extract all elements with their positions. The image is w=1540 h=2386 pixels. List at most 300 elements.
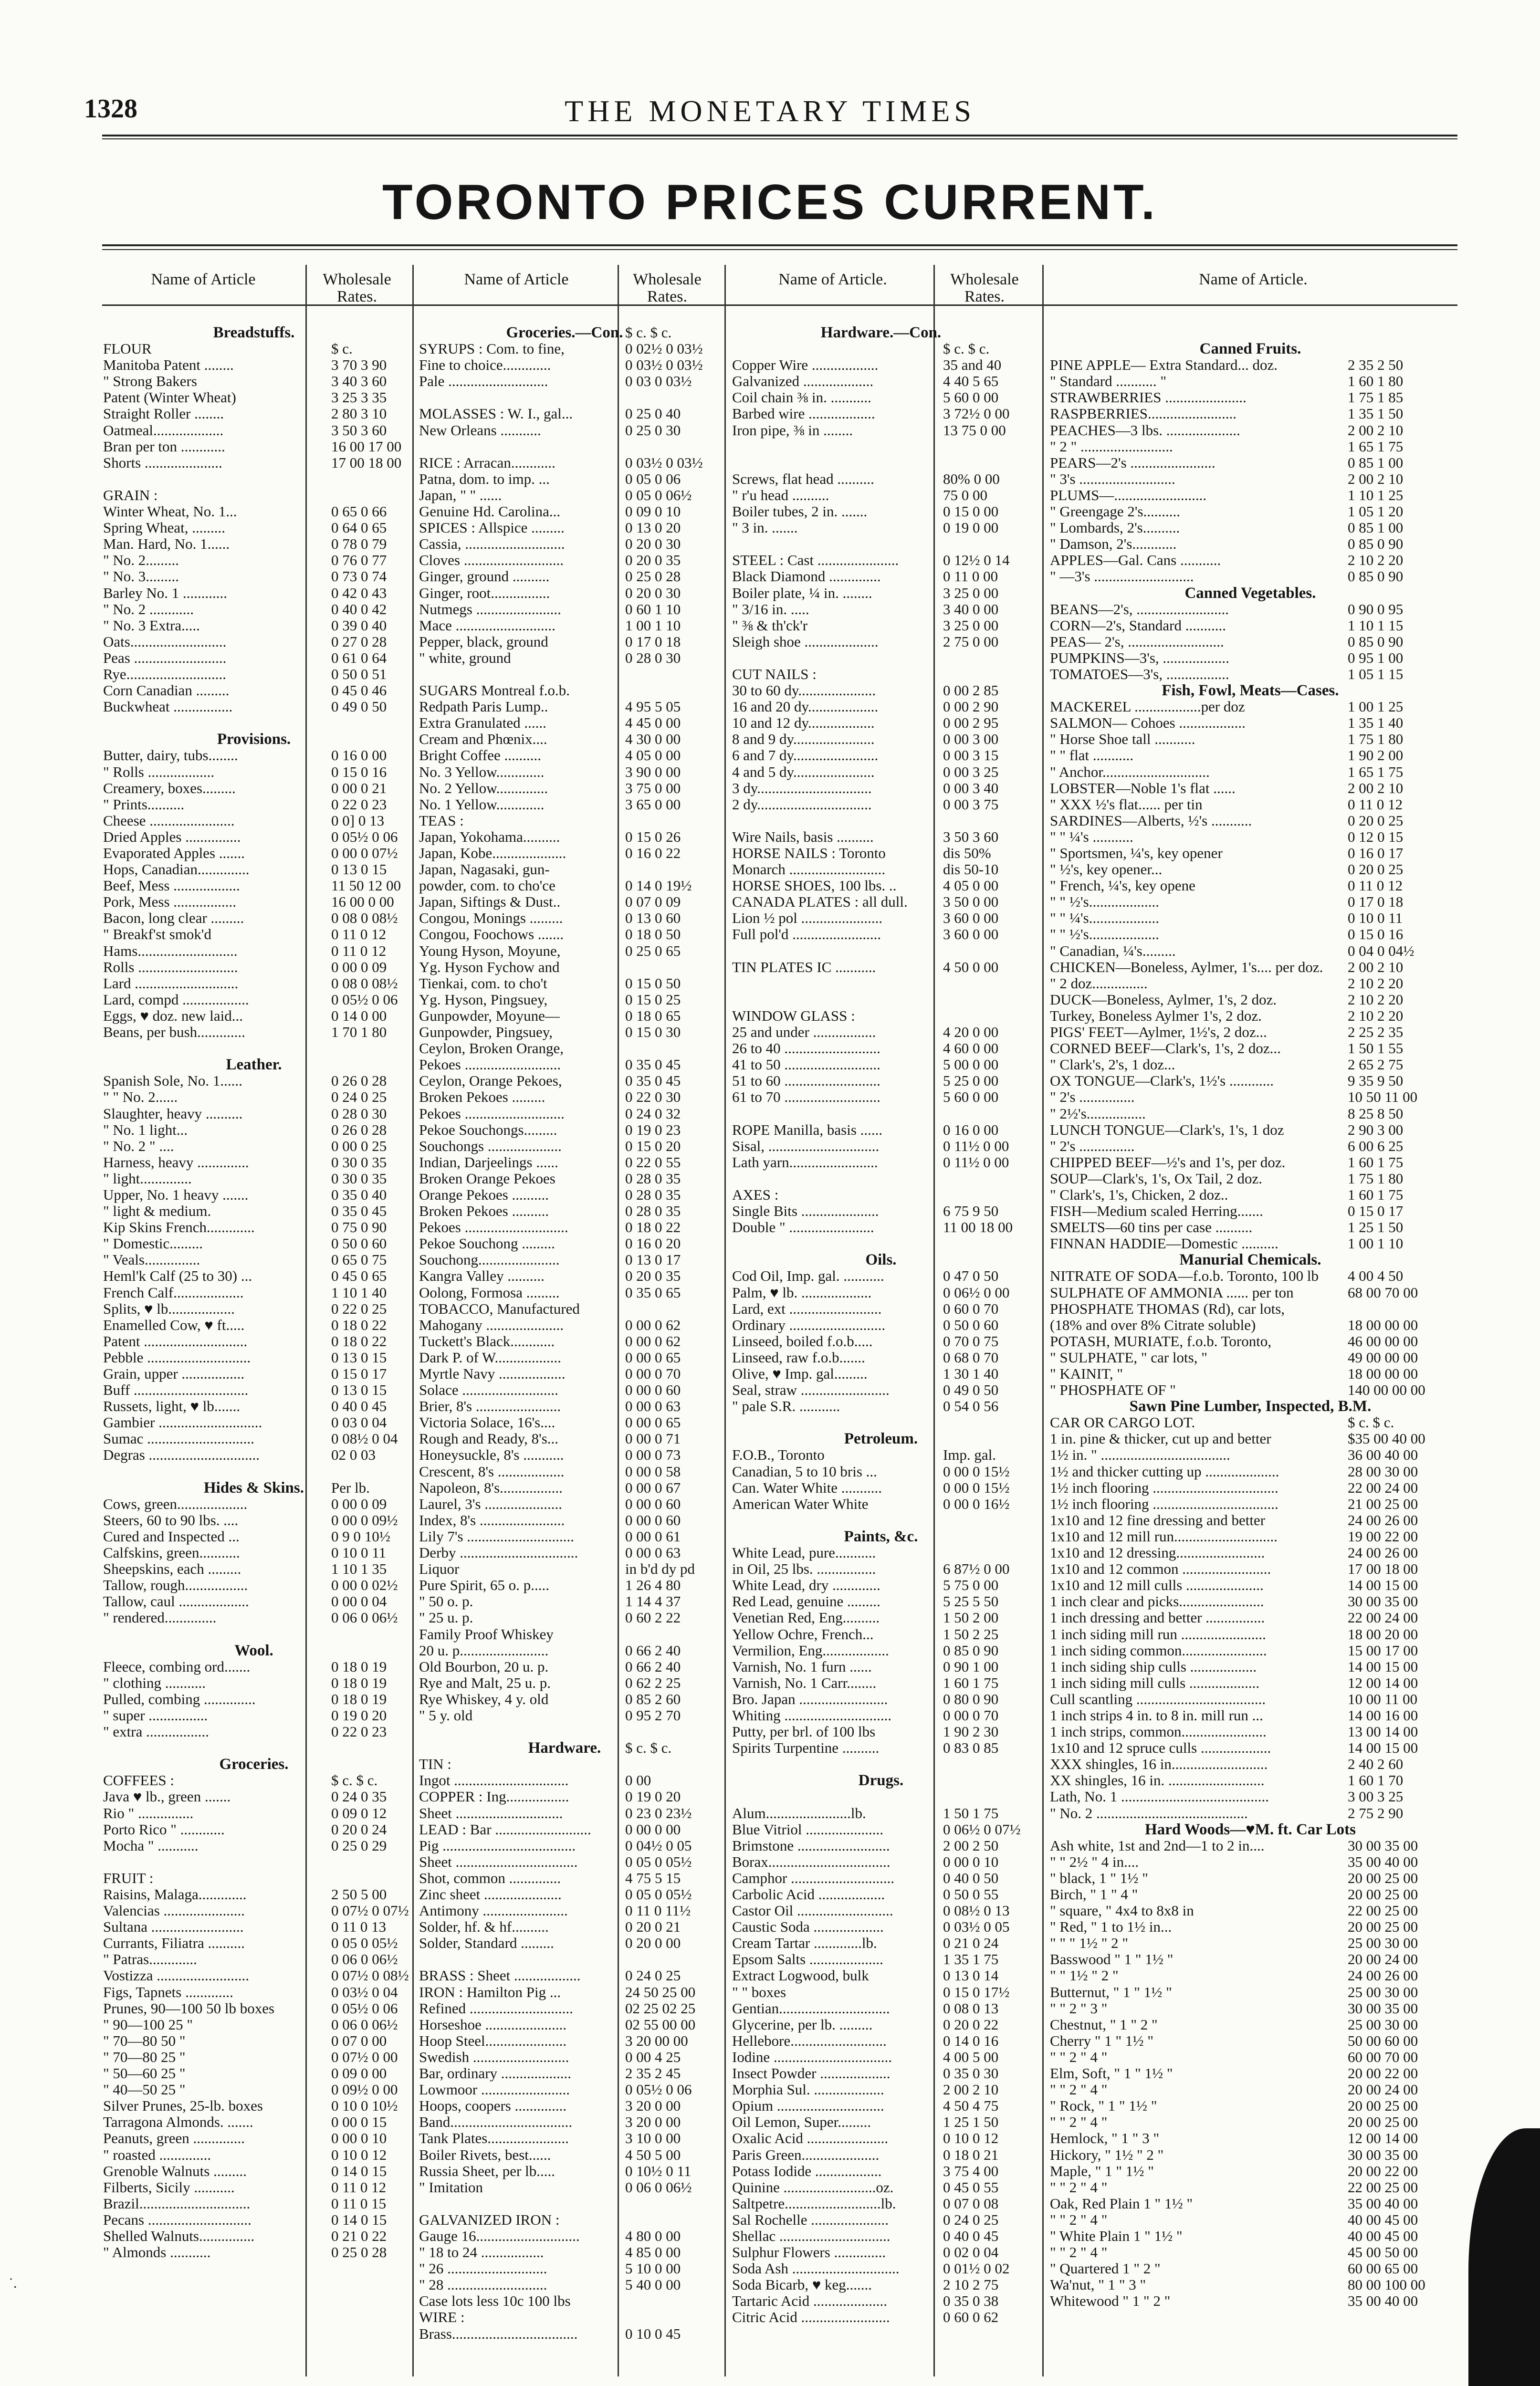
article-name: Porto Rico " ............ xyxy=(103,1821,225,1838)
wholesale-rate: 0 25 0 65 xyxy=(625,942,681,959)
price-row xyxy=(1050,1447,1451,1463)
article-name: New Orleans ........... xyxy=(419,422,541,439)
wholesale-rate: 16 00 17 00 xyxy=(331,438,402,455)
wholesale-rate: 4 80 0 00 xyxy=(625,2227,681,2244)
wholesale-rate: 0 00 0 60 xyxy=(625,1511,681,1528)
wholesale-rate: 1 10 1 25 xyxy=(1348,486,1404,503)
price-row xyxy=(1050,503,1451,520)
article-name: " 2 " ......................... xyxy=(1050,438,1173,455)
price-row xyxy=(103,910,405,926)
price-row xyxy=(732,861,1030,878)
article-name: Rye Whiskey, 4 y. old xyxy=(419,1691,549,1707)
wholesale-rate: 2 10 2 20 xyxy=(1348,974,1404,992)
page-title: TORONTO PRICES CURRENT. xyxy=(382,175,1158,230)
wholesale-rate: 60 00 70 00 xyxy=(1348,2048,1418,2065)
article-name: BRASS : Sheet .................. xyxy=(419,1967,581,1984)
article-name: Enamelled Cow, ♥ ft..... xyxy=(103,1317,245,1333)
wholesale-rate: 0 65 0 75 xyxy=(331,1251,387,1268)
article-name: Spring Wheat, ......... xyxy=(103,520,226,536)
price-row xyxy=(103,341,405,357)
price-row xyxy=(1050,1089,1451,1105)
wholesale-rate: 0 14 0 19½ xyxy=(625,877,692,894)
price-row xyxy=(103,1171,405,1187)
section-heading xyxy=(732,1252,1030,1268)
price-row xyxy=(732,910,1030,926)
article-name: Shellac .............................. xyxy=(732,2228,890,2244)
section-title: Fish, Fowl, Meats—Cases. xyxy=(1162,682,1339,699)
article-name: Brimstone ......................... xyxy=(732,1837,890,1854)
price-row xyxy=(103,926,405,942)
article-name: Potass Iodide .................. xyxy=(732,2163,882,2179)
article-name: Souchongs .................... xyxy=(419,1138,562,1154)
article-name: Castor Oil .......................... xyxy=(732,1903,893,1919)
article-name: Tallow, rough................. xyxy=(103,1577,248,1594)
price-row xyxy=(103,1935,405,1951)
price-row xyxy=(732,666,1030,682)
price-row xyxy=(419,1659,710,1675)
price-row xyxy=(732,617,1030,634)
section-title: Hard Woods—♥M. ft. Car Lots xyxy=(1145,1821,1356,1838)
article-name: Kip Skins French............. xyxy=(103,1219,255,1236)
section-title: Wool. xyxy=(234,1642,273,1659)
price-row xyxy=(419,1480,710,1496)
section-title: Oils. xyxy=(865,1252,897,1268)
article-name: 1 inch siding mill run ....................... xyxy=(1050,1626,1266,1643)
price-row xyxy=(732,1057,1030,1073)
wholesale-rate: 0 20 0 21 xyxy=(625,1918,681,1936)
article-name: Cows, green................... xyxy=(103,1496,248,1512)
price-row xyxy=(419,1106,710,1122)
article-name: Tank Plates...................... xyxy=(419,2130,569,2147)
wholesale-rate: 0 14 0 15 xyxy=(331,2211,387,2228)
article-name: Brier, 8's ....................... xyxy=(419,1398,561,1415)
wholesale-rate: 2 40 2 60 xyxy=(1348,1756,1404,1773)
price-row xyxy=(419,1073,710,1089)
wholesale-rate: 0 28 0 30 xyxy=(331,1105,387,1122)
wholesale-rate: 0 07 0 00 xyxy=(331,2032,387,2049)
price-row xyxy=(732,1187,1030,1203)
wholesale-rate: 0 00 0 15½ xyxy=(943,1479,1010,1496)
price-row xyxy=(1050,845,1451,861)
wholesale-rate: 2 00 2 50 xyxy=(943,1837,999,1854)
wholesale-rate: 0 16 0 17 xyxy=(1348,845,1404,861)
header-rule-thin xyxy=(102,138,1457,139)
price-row xyxy=(419,1008,710,1024)
price-row xyxy=(1050,1951,1451,1967)
article-name: 1½ in. " ................................... xyxy=(1050,1447,1230,1464)
price-row xyxy=(1050,1073,1451,1089)
wholesale-rate: 80 00 100 00 xyxy=(1348,2276,1425,2293)
wholesale-rate: 0 02 0 04 xyxy=(943,2244,999,2261)
price-row xyxy=(103,894,405,910)
wholesale-rate: 3 75 0 00 xyxy=(625,779,681,796)
price-row xyxy=(103,1219,405,1235)
article-name: GRAIN : xyxy=(103,487,158,503)
price-row xyxy=(419,2147,710,2163)
price-row xyxy=(732,959,1030,975)
price-row xyxy=(103,878,405,894)
article-name: " ⅜ & th'ck'r xyxy=(732,617,808,634)
price-row xyxy=(103,1235,405,1252)
price-row xyxy=(1050,1919,1451,1935)
section-heading xyxy=(103,1480,405,1496)
article-name: Yg. Hyson, Pingsuey, xyxy=(419,991,548,1008)
article-name: Monarch .......................... xyxy=(732,861,886,878)
wholesale-rate: 2 00 2 10 xyxy=(1348,470,1404,487)
wholesale-rate: 0 00 0 02½ xyxy=(331,1577,398,1594)
wholesale-rate: 0 08 0 08½ xyxy=(331,974,398,992)
wholesale-rate: 0 27 0 28 xyxy=(331,633,387,650)
price-row xyxy=(103,1301,405,1317)
price-row xyxy=(103,780,405,796)
price-row xyxy=(1050,2114,1451,2130)
price-row xyxy=(732,2065,1030,2082)
article-name: Sheet ............................. xyxy=(419,1805,563,1821)
wholesale-rate: 0 20 0 35 xyxy=(625,1267,681,1285)
wholesale-rate: 1 75 1 80 xyxy=(1348,731,1404,748)
article-name: PEACHES—3 lbs. .................... xyxy=(1050,422,1240,439)
article-name: " Red, " 1 to 1½ in... xyxy=(1050,1919,1172,1936)
price-row xyxy=(419,2196,710,2212)
article-name: " 3/16 in. ..... xyxy=(732,601,809,617)
article-name: PUMPKINS—3's, .................. xyxy=(1050,649,1229,666)
price-row xyxy=(1050,2244,1451,2260)
section-title: Manurial Chemicals. xyxy=(1179,1252,1321,1268)
wholesale-rate: 0 18 0 50 xyxy=(625,926,681,943)
wholesale-rate: 3 60 0 00 xyxy=(943,926,999,943)
wholesale-rate: 0 00 4 25 xyxy=(625,2048,681,2065)
price-row xyxy=(1050,1480,1451,1496)
article-name: Liquor xyxy=(419,1561,460,1578)
price-row xyxy=(103,1350,405,1366)
wholesale-rate: $ c. $ c. xyxy=(625,324,672,341)
article-name: " super ................ xyxy=(103,1707,208,1724)
wholesale-rate: 0 07 0 09 xyxy=(625,893,681,910)
price-row xyxy=(732,634,1030,650)
article-name: Glycerine, per lb. ......... xyxy=(732,2016,873,2033)
article-name: 1 in. pine & thicker, cut up and better xyxy=(1050,1431,1271,1447)
article-name: Lard ............................ xyxy=(103,975,239,992)
wholesale-rate: 0 60 0 62 xyxy=(943,2309,999,2326)
price-row xyxy=(103,634,405,650)
price-row xyxy=(103,2163,405,2179)
price-row xyxy=(419,1577,710,1593)
article-name: " " 2 " 3 " xyxy=(1050,2000,1108,2017)
price-row xyxy=(1050,455,1451,471)
article-name: Eggs, ♥ doz. new laid... xyxy=(103,1007,243,1024)
price-row xyxy=(1050,1643,1451,1659)
article-name: Hams........................... xyxy=(103,942,238,959)
article-name: " Damson, 2's............ xyxy=(1050,536,1177,553)
price-row xyxy=(732,2147,1030,2163)
article-name: RASPBERRIES........................ xyxy=(1050,406,1237,422)
wholesale-rate: 0 00 0 09½ xyxy=(331,1511,398,1528)
article-name: LUNCH TONGUE—Clark's, 1's, 1 doz xyxy=(1050,1121,1284,1138)
wholesale-rate: 0 09 0 10 xyxy=(625,503,681,520)
price-row xyxy=(1050,910,1451,926)
article-name: PHOSPHATE THOMAS (Rd), car lots, xyxy=(1050,1300,1285,1317)
article-name: Boiler plate, ¼ in. ........ xyxy=(732,585,872,601)
wholesale-rate: 0 00 3 15 xyxy=(943,747,999,764)
wholesale-rate: 0 25 0 28 xyxy=(625,568,681,585)
price-row xyxy=(419,1089,710,1105)
article-name: 16 and 20 dy................... xyxy=(732,699,879,715)
wholesale-rate: 4 30 0 00 xyxy=(625,731,681,748)
article-name: PEARS—2's ....................... xyxy=(1050,454,1215,471)
price-row xyxy=(103,503,405,520)
price-row xyxy=(1050,1593,1451,1610)
wholesale-rate: 1 70 1 80 xyxy=(331,1024,387,1041)
wholesale-rate: 0 83 0 85 xyxy=(943,1739,999,1757)
price-row xyxy=(419,1235,710,1252)
price-row xyxy=(732,1366,1030,1382)
wholesale-rate: 0 40 0 45 xyxy=(943,2227,999,2244)
article-name: Japan, " " ...... xyxy=(419,487,502,503)
wholesale-rate: 1 60 1 80 xyxy=(1348,373,1404,390)
wholesale-rate: 0 00 0 09 xyxy=(331,1495,387,1512)
wholesale-rate: 0 35 0 45 xyxy=(331,1203,387,1220)
article-name: Index, 8's ....................... xyxy=(419,1512,565,1528)
price-row xyxy=(103,422,405,439)
price-row xyxy=(732,926,1030,942)
article-name: SULPHATE OF AMMONIA ...... per ton xyxy=(1050,1284,1294,1301)
wholesale-rate: 0 50 0 55 xyxy=(943,1886,999,1903)
article-name: 51 to 60 .......................... xyxy=(732,1073,880,1089)
wholesale-rate: 0 80 0 90 xyxy=(943,1690,999,1707)
article-name: CORNED BEEF—Clark's, 1's, 2 doz... xyxy=(1050,1040,1281,1057)
price-row xyxy=(732,1317,1030,1333)
wholesale-rate: 0 78 0 79 xyxy=(331,535,387,553)
article-name: SYRUPS : Com. to fine, xyxy=(419,341,565,357)
article-name: Red Lead, genuine ......... xyxy=(732,1593,880,1610)
wholesale-rate: 0 00 0 15 xyxy=(331,2114,387,2131)
wholesale-rate: 0 10 0 12 xyxy=(943,2130,999,2147)
wholesale-rate: 0 25 0 30 xyxy=(625,421,681,439)
article-name: Cured and Inspected ... xyxy=(103,1528,240,1545)
price-row xyxy=(732,2228,1030,2244)
price-row xyxy=(419,1610,710,1626)
price-row xyxy=(103,861,405,878)
price-row xyxy=(103,1805,405,1821)
price-row xyxy=(732,2098,1030,2114)
wholesale-rate: 0 21 0 24 xyxy=(943,1935,999,1952)
article-name: Fine to choice............. xyxy=(419,357,551,374)
price-row xyxy=(103,2033,405,2049)
wholesale-rate: 2 10 2 75 xyxy=(943,2276,999,2293)
price-row xyxy=(1050,1903,1451,1919)
section-heading xyxy=(1050,682,1451,699)
article-name: 1x10 and 12 fine dressing and better xyxy=(1050,1512,1266,1528)
price-row xyxy=(419,487,710,503)
wholesale-rate: 0 28 0 35 xyxy=(625,1170,681,1187)
price-row xyxy=(419,894,710,910)
article-name: Elm, Soft, " 1 " 1½ " xyxy=(1050,2065,1173,2082)
price-row xyxy=(732,2196,1030,2212)
wholesale-rate: 0 40 0 42 xyxy=(331,600,387,617)
wholesale-rate: 0 19 0 20 xyxy=(625,1788,681,1805)
wholesale-rate: 30 00 35 00 xyxy=(1348,2146,1418,2163)
wholesale-rate: 5 25 5 50 xyxy=(943,1593,999,1610)
article-name: Butter, dairy, tubs........ xyxy=(103,747,238,764)
wholesale-rate: 0 15 0 17 xyxy=(331,1365,387,1382)
price-column-4 xyxy=(1050,324,1451,2309)
article-name: " " 2 " 4 " xyxy=(1050,2114,1108,2131)
wholesale-rate: 0 11 0 00 xyxy=(943,568,998,585)
price-row xyxy=(732,2293,1030,2309)
price-row xyxy=(1050,2293,1451,2309)
section-heading xyxy=(103,324,405,341)
article-name: " " 2 " 4 " xyxy=(1050,2244,1108,2261)
article-name: Russets, light, ♥ lb....... xyxy=(103,1398,241,1415)
price-row xyxy=(419,1464,710,1480)
section-heading xyxy=(1050,585,1451,601)
wholesale-rate: 68 00 70 00 xyxy=(1348,1284,1418,1301)
wholesale-rate: 40 00 45 00 xyxy=(1348,2227,1418,2244)
article-name: Pekoe Souchong ......... xyxy=(419,1235,555,1252)
article-name: " 26 ........................... xyxy=(419,2260,547,2277)
price-row xyxy=(419,422,710,439)
article-name: " 3's .......................... xyxy=(1050,471,1175,487)
price-row xyxy=(419,1903,710,1919)
wholesale-rate: 0 73 0 74 xyxy=(331,568,387,585)
wholesale-rate: 5 75 0 00 xyxy=(943,1577,999,1594)
price-row xyxy=(419,666,710,682)
price-row xyxy=(103,1886,405,1903)
article-name: " Clark's, 2's, 1 doz... xyxy=(1050,1057,1175,1073)
article-name: Rough and Ready, 8's... xyxy=(419,1431,559,1447)
wholesale-rate: 0 00 2 85 xyxy=(943,682,999,699)
article-name: Ingot ............................... xyxy=(419,1772,569,1789)
article-name: Cream and Phœnix.... xyxy=(419,731,547,748)
price-row xyxy=(1050,1366,1451,1382)
price-row xyxy=(732,715,1030,731)
wholesale-rate: 0 18 0 19 xyxy=(331,1674,387,1691)
article-name: " Breakf'st smok'd xyxy=(103,926,212,943)
price-row xyxy=(1050,1545,1451,1561)
price-row xyxy=(419,992,710,1008)
price-row xyxy=(103,1512,405,1528)
price-row xyxy=(1050,1106,1451,1122)
article-name: Crescent, 8's .................. xyxy=(419,1463,565,1480)
wholesale-rate: 20 00 25 00 xyxy=(1348,1869,1418,1886)
wholesale-rate: 25 00 30 00 xyxy=(1348,2016,1418,2033)
article-name: FRUIT : xyxy=(103,1870,154,1886)
wholesale-rate: 0 10 0 10½ xyxy=(331,2097,398,2114)
article-name: Tartaric Acid .................... xyxy=(732,2293,887,2310)
wholesale-rate: 2 00 2 10 xyxy=(1348,779,1404,796)
wholesale-rate: 0 00 3 40 xyxy=(943,779,999,796)
wholesale-rate: 24 50 25 00 xyxy=(625,1983,696,2000)
article-name: Souchong...................... xyxy=(419,1252,560,1268)
wholesale-rate: 0 35 0 65 xyxy=(625,1284,681,1301)
price-row xyxy=(103,666,405,682)
wholesale-rate: 0 03 0 04 xyxy=(331,1414,387,1431)
price-row xyxy=(103,2179,405,2196)
article-name: CHIPPED BEEF—½'s and 1's, per doz. xyxy=(1050,1154,1286,1171)
article-name: Rolls ........................... xyxy=(103,959,238,975)
article-name: Currants, Filiatra .......... xyxy=(103,1935,245,1952)
article-name: " 70—80 50 " xyxy=(103,2032,186,2049)
article-name: " 2's ............... xyxy=(1050,1089,1135,1106)
price-row xyxy=(732,894,1030,910)
wholesale-rate: 1 10 1 40 xyxy=(331,1284,387,1301)
price-row xyxy=(1050,324,1451,341)
article-name: " No. 2 ............ xyxy=(103,601,194,617)
wholesale-rate: 0 00 0 04 xyxy=(331,1593,387,1610)
price-row xyxy=(732,650,1030,666)
article-name: DUCK—Boneless, Aylmer, 1's, 2 doz. xyxy=(1050,991,1277,1008)
wholesale-rate: 0 03½ 0 03½ xyxy=(625,356,703,374)
wholesale-rate: 2 10 2 20 xyxy=(1348,552,1404,569)
article-name: " " flat ........... xyxy=(1050,747,1134,764)
article-name: Straight Roller ........ xyxy=(103,406,224,422)
article-name: PEAS— 2's, .......................... xyxy=(1050,633,1224,650)
wholesale-rate: 5 40 0 00 xyxy=(625,2276,681,2293)
article-name: Heml'k Calf (25 to 30) ... xyxy=(103,1268,252,1285)
article-name: " Lombards, 2's.......... xyxy=(1050,520,1180,536)
article-name: Pulled, combing .............. xyxy=(103,1691,256,1707)
section-heading xyxy=(1050,1252,1451,1268)
wholesale-rate: 0 90 0 95 xyxy=(1348,600,1404,617)
wholesale-rate: 3 25 3 35 xyxy=(331,389,387,406)
article-name: Fleece, combing ord....... xyxy=(103,1658,251,1675)
column-header-name-2: Name of Article xyxy=(464,271,569,288)
article-name: " " " 1½ " 2 " xyxy=(1050,1935,1129,1952)
article-name: COFFEES : xyxy=(103,1772,175,1789)
wholesale-rate: 0 00 0 58 xyxy=(625,1463,681,1480)
article-name: Yellow Ochre, French... xyxy=(732,1626,874,1643)
price-row xyxy=(1050,357,1451,373)
article-name: Wa'nut, " 1 " 3 " xyxy=(1050,2277,1146,2293)
price-row xyxy=(419,536,710,552)
article-name: 6 and 7 dy....................... xyxy=(732,747,879,764)
price-row xyxy=(732,1610,1030,1626)
wholesale-rate: 0 06 0 06½ xyxy=(331,1951,398,1968)
article-name: Black Diamond .............. xyxy=(732,568,881,585)
article-name: Pepper, black, ground xyxy=(419,633,548,650)
column-header-rates-2: Wholesale Rates. xyxy=(633,271,702,305)
article-name: Pekoes .......................... xyxy=(419,1057,561,1073)
article-name: Napoleon, 8's................. xyxy=(419,1479,563,1496)
wholesale-rate: 20 00 24 00 xyxy=(1348,2081,1418,2098)
article-name: " 50 o. p. xyxy=(419,1593,473,1610)
wholesale-rate: 0 15 0 26 xyxy=(625,828,681,845)
price-row xyxy=(103,617,405,634)
wholesale-rate: 1 90 2 00 xyxy=(1348,747,1404,764)
article-name: Copper Wire .................. xyxy=(732,357,879,374)
wholesale-rate: 6 75 9 50 xyxy=(943,1203,999,1220)
article-name: SMELTS—60 tins per case .......... xyxy=(1050,1219,1253,1236)
price-row xyxy=(103,1431,405,1447)
price-row xyxy=(1050,1285,1451,1301)
section-title: Provisions. xyxy=(217,731,291,748)
wholesale-rate: 0 35 0 45 xyxy=(625,1072,681,1089)
wholesale-rate: 4 85 0 00 xyxy=(625,2244,681,2261)
price-row xyxy=(103,1821,405,1838)
price-row xyxy=(103,1285,405,1301)
price-row xyxy=(732,845,1030,861)
article-name: No. 2 Yellow.............. xyxy=(419,780,548,796)
price-row xyxy=(732,503,1030,520)
price-row xyxy=(732,682,1030,699)
price-row xyxy=(103,796,405,813)
wholesale-rate: 3 70 3 90 xyxy=(331,356,387,374)
price-row xyxy=(103,568,405,585)
article-name: Sultana ......................... xyxy=(103,1919,244,1936)
article-name: NITRATE OF SODA—f.o.b. Toronto, 100 lb xyxy=(1050,1268,1319,1285)
article-name: Peanuts, green .............. xyxy=(103,2130,245,2147)
wholesale-rate: 21 00 25 00 xyxy=(1348,1495,1418,1512)
